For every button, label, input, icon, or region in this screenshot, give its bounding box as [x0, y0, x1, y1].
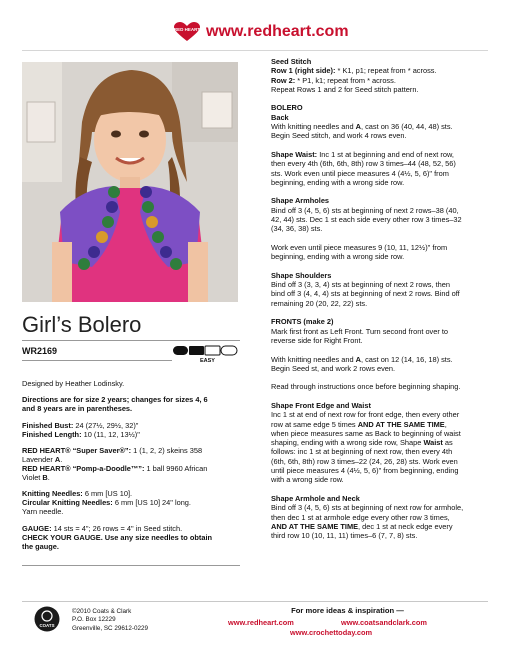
neck-line-3-b: , dec 1 st at neck edge every: [358, 521, 453, 531]
code-divider: [22, 360, 172, 361]
yarn-1-cont-post: .: [60, 455, 63, 464]
edge-line-4-b: Waist: [423, 438, 443, 448]
fronts-line-2: reverse side for Right Front.: [271, 335, 363, 345]
armholes-work-even: [271, 243, 503, 262]
fronts-section: [271, 317, 503, 345]
footer-link-redheart[interactable]: www.redheart.com: [228, 618, 294, 627]
edge-line-1: Inc 1 st at end of next row for front edge, then every other: [271, 410, 460, 420]
edge-line-2-a: row at same edge 5 times: [271, 419, 358, 429]
edge-line-2-c: ,: [444, 419, 447, 429]
waist-text-1: Inc 1 st at beginning and end of next row,: [317, 149, 454, 159]
footer-link-coatsandclark[interactable]: www.coatsandclark.com: [341, 618, 427, 627]
armholes-line-2: 42, 44) sts. Dec 1 st each side every other row 3 times–32: [271, 215, 462, 225]
designer-credit: Designed by Heather Lodinsky.: [22, 379, 125, 388]
needles-value: 6 mm [US 10].: [82, 489, 133, 498]
yarn-1-label: RED HEART® “Super Saver®”:: [22, 446, 132, 455]
edge-line-8: with a wrong side row.: [271, 475, 344, 485]
site-url-link[interactable]: www.redheart.com: [206, 23, 349, 40]
armholes-line-3: (34, 36, 38) sts.: [271, 224, 323, 234]
circular-value: 6 mm [US 10] 24" long.: [112, 498, 191, 507]
yarn-2-cont-post: .: [47, 473, 50, 482]
seed-stitch-section: [271, 57, 503, 94]
waist-line-1: [271, 150, 503, 159]
more-ideas-heading: For more ideas & inspiration —: [291, 606, 404, 615]
fronts-read-through: [271, 382, 503, 391]
back-section: [271, 103, 503, 140]
skill-level-label: EASY: [200, 358, 215, 364]
front-edge-waist-section: [271, 401, 503, 485]
gauge: [22, 524, 182, 533]
yarn-2: [22, 464, 207, 473]
seed-row-1-label: Row 1 (right side):: [271, 66, 336, 76]
gauge-check-2: the gauge.: [22, 542, 59, 551]
edge-line-6: (6th, 6th, 8th) row 3 times–22 (24, 26, 28) sts. Work even: [271, 456, 458, 466]
bolero-heading: BOLERO: [271, 103, 303, 113]
fronts-line-3-a: With knitting needles and: [271, 354, 356, 364]
needles-label: Knitting Needles:: [22, 489, 83, 498]
neck-line-3-a: AND AT THE SAME TIME: [271, 521, 359, 531]
armholes-line-5: beginning, ending with a wrong side row.: [271, 252, 405, 262]
title-divider: [22, 340, 240, 341]
sizes-note-line-1: Directions are for size 2 years; changes for sizes 4, 6: [22, 395, 208, 404]
instructions-column: [271, 57, 503, 550]
yarn-2-label: RED HEART® “Pomp-a-Doodle™”:: [22, 464, 145, 473]
fronts-line-3-c: , cast on 12 (14, 16, 18) sts.: [360, 354, 453, 364]
back-line-1-a: With knitting needles and: [271, 122, 356, 132]
length-value: 10 (11, 12, 13½)": [81, 430, 140, 439]
edge-heading: Shape Front Edge and Waist: [271, 400, 371, 410]
back-heading: Back: [271, 112, 289, 122]
knitting-needles: [22, 489, 132, 498]
yarn-2-code: B: [42, 473, 48, 482]
bust-value: 24 (27½, 29½, 32)": [73, 421, 139, 430]
edge-line-7: until piece measures 4 (4½, 5, 6)" from beginning, ending: [271, 466, 459, 476]
pattern-code: WR2169: [22, 346, 58, 356]
yarn-1-cont: [22, 455, 62, 464]
edge-line-4-c: as: [442, 438, 453, 448]
seed-row-2-text: * P1, k1; repeat from * across.: [295, 75, 396, 85]
product-photo: [22, 62, 238, 302]
seed-row-1-text: * K1, p1; repeat from * across.: [335, 66, 437, 76]
pattern-title: Girl’s Bolero: [22, 312, 142, 337]
yarn-2-cont: [22, 473, 50, 482]
yarn-1-cont-pre: Lavender: [22, 455, 55, 464]
back-line-1-c: , cast on 36 (40, 44, 48) sts.: [360, 122, 453, 132]
edge-line-5: follows: inc 1 st at beginning of next row, then every 4th: [271, 447, 453, 457]
copyright-block: [72, 608, 148, 633]
back-line-1: [271, 122, 503, 131]
gauge-value: 14 sts = 4"; 26 rows = 4" in Seed stitch.: [51, 524, 183, 533]
back-line-1-b: A: [355, 122, 361, 132]
neck-heading: Shape Armhole and Neck: [271, 493, 360, 503]
gauge-divider: [22, 565, 240, 566]
fronts-line-5: Read through instructions once before beginning shaping.: [271, 382, 461, 392]
seed-row-2: [271, 76, 503, 85]
footer-link-crochettoday[interactable]: www.crochettoday.com: [290, 628, 373, 637]
fronts-line-4: Begin Seed st, and work 2 rows even.: [271, 363, 396, 373]
red-heart-logo[interactable]: [174, 22, 200, 42]
notions: Yarn needle.: [22, 507, 64, 516]
gauge-check-1: CHECK YOUR GAUGE. Use any size needles to obtain: [22, 533, 213, 542]
bust-label: Finished Bust:: [22, 421, 74, 430]
shape-armholes-section: [271, 196, 503, 233]
armholes-line-4: Work even until piece measures 9 (10, 11, 12½)" from: [271, 242, 448, 252]
shoulders-heading: Shape Shoulders: [271, 270, 332, 280]
shape-shoulders-section: [271, 271, 503, 308]
copyright-line-1: ©2010 Coats & Clark: [72, 608, 132, 615]
neck-line-1: Bind off 3 (4, 5, 6) sts at beginning of next row for armhole,: [271, 503, 464, 513]
finished-length: [22, 430, 140, 439]
fronts-heading: FRONTS (make 2): [271, 317, 334, 327]
edge-line-4-a: shaping, ending with a wrong side row, Shape: [271, 438, 424, 448]
armholes-line-1: Bind off 3 (4, 5, 6) sts at beginning of next 2 rows–38 (40,: [271, 205, 459, 215]
yarn-1: [22, 446, 202, 455]
neck-line-3: [271, 522, 503, 531]
yarn-1-value: 1 (1, 2, 2) skeins 358: [131, 446, 203, 455]
fronts-line-3: [271, 355, 503, 364]
seed-row-1: [271, 66, 503, 75]
edge-line-4: [271, 438, 503, 447]
shoulders-line-3: remaining 20 (20, 22, 22) sts.: [271, 298, 368, 308]
waist-line-3: sts. Work even until piece measures 4 (4½, 5, 6)" from: [271, 168, 449, 178]
seed-repeat: Repeat Rows 1 and 2 for Seed stitch pattern.: [271, 84, 419, 94]
copyright-line-3: Greenville, SC 29612-0229: [72, 624, 148, 632]
seed-stitch-heading: Seed Stitch: [271, 57, 312, 66]
shoulders-line-2: bind off 3 (4, 4, 4) sts at beginning of next 2 rows. Bind off: [271, 289, 460, 299]
gauge-label: GAUGE:: [22, 524, 52, 533]
coats-logo-text: COATS: [39, 623, 55, 628]
waist-label: Shape Waist:: [271, 149, 318, 159]
footer-divider: [22, 601, 488, 602]
fronts-cast-on: [271, 355, 503, 374]
waist-line-2: then every 4th (6th, 6th, 8th) row 3 times–44 (48, 52, 56): [271, 159, 456, 169]
copyright-line-2: P.O. Box 12229: [72, 616, 116, 624]
yarn-2-value: 1 ball 9960 African: [144, 464, 208, 473]
neck-line-4: third row 10 (10, 11, 11) times–6 (7, 7, 8) sts.: [271, 531, 418, 541]
waist-line-4: beginning, ending with a wrong side row.: [271, 177, 405, 187]
shape-waist-section: [271, 150, 503, 187]
armhole-neck-section: [271, 494, 503, 540]
circular-needles: [22, 498, 191, 507]
yarn-1-code: A: [54, 455, 61, 464]
yarn-2-cont-pre: Violet: [22, 473, 43, 482]
header-divider: [22, 50, 488, 51]
armholes-heading: Shape Armholes: [271, 196, 330, 206]
seed-row-2-label: Row 2:: [271, 75, 296, 85]
neck-line-2: then dec 1 st at armhole edge every other row 3 times,: [271, 512, 450, 522]
edge-line-3: when piece measures same as Back to beginning of waist: [271, 428, 461, 438]
shoulders-line-1: Bind off 3 (3, 3, 4) sts at beginning of next 2 rows, then: [271, 280, 450, 290]
sizes-note-line-2: and 8 years are in parentheses.: [22, 404, 133, 413]
finished-bust: [22, 421, 138, 430]
fronts-line-1: Mark first front as Left Front. Turn second front over to: [271, 326, 449, 336]
coats-logo: [34, 606, 60, 632]
edge-line-2: [271, 420, 503, 429]
circular-label: Circular Knitting Needles:: [22, 498, 113, 507]
fronts-line-3-b: A: [355, 354, 361, 364]
back-line-2: Begin Seed stitch, and work 4 rows even.: [271, 131, 407, 141]
edge-line-2-b: AND AT THE SAME TIME: [357, 419, 445, 429]
length-label: Finished Length:: [22, 430, 82, 439]
logo-text: RED HEART: [174, 27, 200, 32]
